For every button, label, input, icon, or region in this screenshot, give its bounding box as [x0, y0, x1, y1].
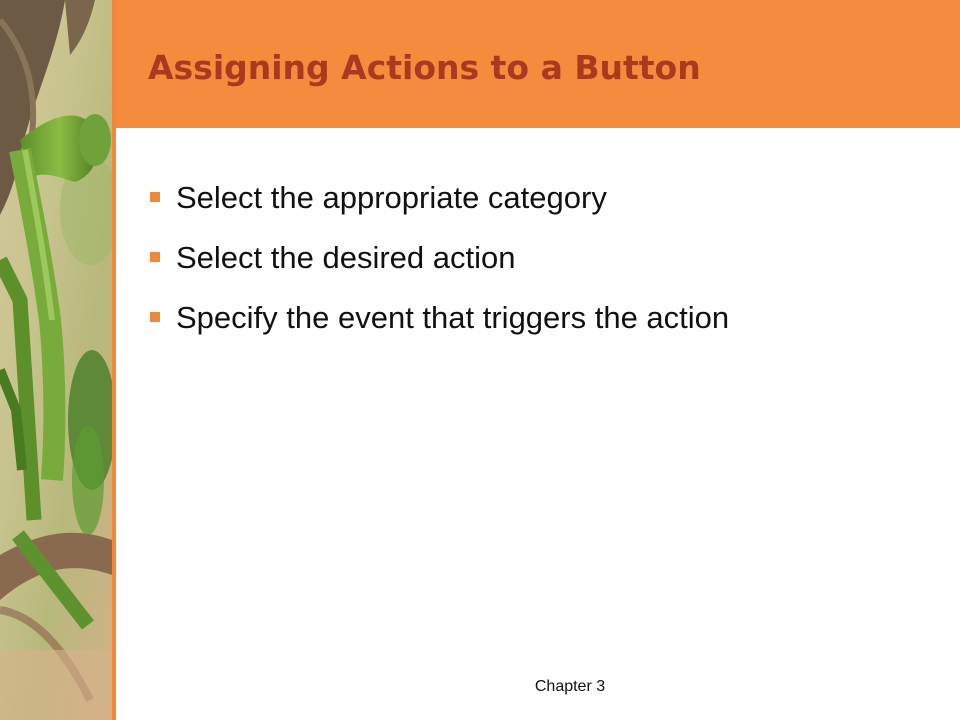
- bullet-text: Select the appropriate category: [176, 180, 607, 215]
- bullet-text: Select the desired action: [176, 240, 516, 275]
- praying-mantis-photo: [0, 0, 112, 720]
- square-bullet-icon: [150, 192, 160, 202]
- bullet-list: [146, 172, 936, 352]
- bullet-item-select-action: [146, 232, 936, 292]
- bullet-item-select-category: [146, 172, 936, 232]
- bullet-text: Specify the event that triggers the action: [176, 300, 730, 335]
- slide-title: Assigning Actions to a Button: [148, 48, 701, 87]
- bullet-item-specify-event: [146, 292, 936, 352]
- slide-footer: Chapter 3: [534, 678, 606, 695]
- square-bullet-icon: [150, 252, 160, 262]
- square-bullet-icon: [150, 312, 160, 322]
